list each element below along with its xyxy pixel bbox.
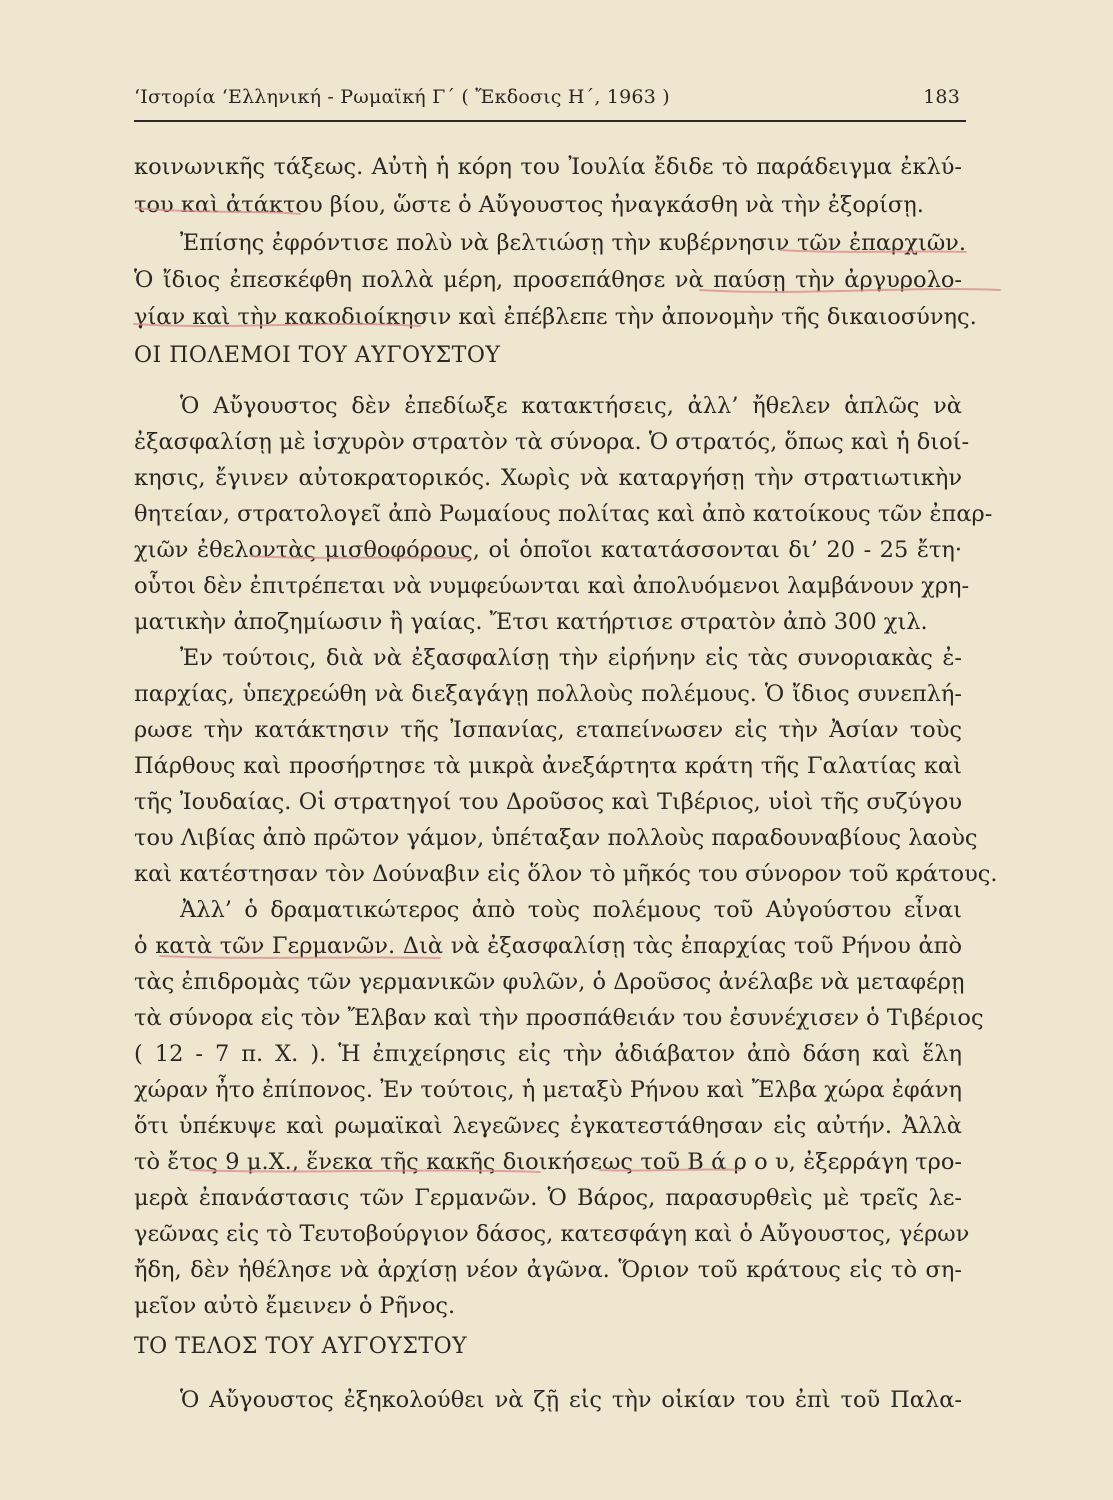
running-header — [134, 86, 964, 116]
text-line: τὸ ἔτος 9 μ.Χ., ἕνεκα τῆς κακῆς διοικήσεως τοῦ Β ά ρ ο υ, ἐξερράγη τρο- — [134, 1149, 962, 1175]
header-rule — [134, 120, 966, 122]
text-line: ματικὴν ἀποζημίωσιν ἢ γαίας. Ἔτσι κατήρτισε στρατὸν ἀπὸ 300 χιλ. — [134, 609, 928, 635]
text-line: τὰ σύνορα εἰς τὸν Ἔλβαν καὶ τὴν προσπάθειάν του ἐσυνέχισεν ὁ Τιβέριος — [134, 1005, 984, 1031]
text-line: Πάρθους καὶ προσήρτησε τὰ μικρὰ ἀνεξάρτητα κράτη τῆς Γαλατίας καὶ — [134, 753, 962, 779]
text-line: τὰς ἐπιδρομὰς τῶν γερμανικῶν φυλῶν, ὁ Δροῦσος ἀνέλαβε νὰ μεταφέρῃ — [134, 969, 965, 995]
text-line: Ἐν τούτοις, διὰ νὰ ἐξασφαλίσῃ τὴν εἰρήνην εἰς τὰς συνοριακὰς ἐ- — [180, 645, 962, 671]
text-line: θητείαν, στρατολογεῖ ἀπὸ Ρωμαίους πολίτας καὶ ἀπὸ κατοίκους τῶν ἐπαρ- — [134, 501, 993, 527]
text-line: Ὁ Αὔγουστος ἐξηκολούθει νὰ ζῇ εἰς τὴν οἰκίαν του ἐπὶ τοῦ Παλα- — [180, 1387, 962, 1413]
text-line: Ἀλλ’ ὁ δραματικώτερος ἀπὸ τοὺς πολέμους τοῦ Αὐγούστου εἶναι — [180, 897, 962, 923]
text-line: χώραν ἦτο ἐπίπονος. Ἐν τούτοις, ἡ μεταξὺ Ρήνου καὶ Ἔλβα χώρα ἐφάνη — [134, 1077, 962, 1103]
text-line: γίαν καὶ τὴν κακοδιοίκησιν καὶ ἐπέβλεπε τὴν ἀπονομὴν τῆς δικαιοσύνης. — [134, 304, 977, 330]
text-line: ὅτι ὑπέκυψε καὶ ρωμαϊκαὶ λεγεῶνες ἐγκατεστάθησαν εἰς αὐτήν. Ἀλλὰ — [134, 1113, 962, 1139]
page-number: 183 — [923, 86, 960, 108]
text-line: ἐξασφαλίσῃ μὲ ἰσχυρὸν στρατὸν τὰ σύνορα. Ὁ στρατός, ὅπως καὶ ἡ διοί- — [134, 429, 970, 455]
text-line: τῆς Ἰουδαίας. Οἱ στρατηγοί του Δροῦσος καὶ Τιβέριος, υἱοὶ τῆς συζύγου — [134, 789, 962, 815]
text-line: Ὁ ἴδιος ἐπεσκέφθη πολλὰ μέρη, προσεπάθησε νὰ παύσῃ τὴν ἀργυρολο- — [134, 267, 962, 293]
text-line: καὶ κατέστησαν τὸν Δούναβιν εἰς ὅλον τὸ μῆκός του σύνορον τοῦ κράτους. — [134, 861, 998, 887]
text-line: κησις, ἔγινεν αὐτοκρατορικός. Χωρὶς νὰ καταργήσῃ τὴν στρατιωτικὴν — [134, 465, 962, 491]
text-line: Ὁ Αὔγουστος δὲν ἐπεδίωξε κατακτήσεις, ἀλλ’ ἤθελεν ἁπλῶς νὰ — [180, 393, 962, 419]
text-line: ρωσε τὴν κατάκτησιν τῆς Ἰσπανίας, εταπείνωσεν εἰς τὴν Ἀσίαν τοὺς — [134, 717, 962, 743]
text-line: κοινωνικῆς τάξεως. Αὐτὴ ἡ κόρη του Ἰουλία ἔδιδε τὸ παράδειγμα ἐκλύ- — [134, 154, 962, 180]
text-line: γεῶνας εἰς τὸ Τευτοβούργιον δάσος, κατεσφάγη καὶ ὁ Αὔγουστος, γέρων — [134, 1221, 970, 1247]
text-line: του καὶ ἀτάκτου βίου, ὥστε ὁ Αὔγουστος ἠναγκάσθη νὰ τὴν ἐξορίσῃ. — [134, 192, 924, 218]
text-line: ( 12 - 7 π. Χ. ). Ἡ ἐπιχείρησις εἰς τὴν ἀδιάβατον ἀπὸ δάση καὶ ἕλη — [134, 1041, 962, 1067]
text-line: μερὰ ἐπανάστασις τῶν Γερμανῶν. Ὁ Βάρος, παρασυρθεὶς μὲ τρεῖς λε- — [134, 1185, 962, 1211]
text-line: ἤδη, δὲν ἠθέλησε νὰ ἀρχίσῃ νέον ἀγῶνα. Ὅριον τοῦ κράτους εἰς τὸ ση- — [134, 1257, 962, 1283]
header-title: ‘Ιστορία ‘Ελληνική - Ρωμαϊκή Γ΄ ( Ἔκδοσις Η΄, 1963 ) — [134, 86, 670, 108]
text-line: του Λιβίας ἀπὸ πρῶτον γάμον, ὑπέταξαν πολλοὺς παραδουναβίους λαοὺς — [134, 825, 978, 851]
text-line: χιῶν ἐθελοντὰς μισθοφόρους, οἱ ὁποῖοι κατατάσσονται δι’ 20 - 25 ἔτη· — [134, 537, 962, 563]
section-heading: ΟΙ ΠΟΛΕΜΟΙ ΤΟΥ ΑΥΓΟΥΣΤΟΥ — [134, 343, 501, 368]
section-heading: ΤΟ ΤΕΛΟΣ ΤΟΥ ΑΥΓΟΥΣΤΟΥ — [134, 1334, 468, 1359]
text-line: ὁ κατὰ τῶν Γερμανῶν. Διὰ νὰ ἐξασφαλίσῃ τὰς ἐπαρχίας τοῦ Ρήνου ἀπὸ — [134, 933, 962, 959]
text-line: Ἐπίσης ἐφρόντισε πολὺ νὰ βελτιώσῃ τὴν κυβέρνησιν τῶν ἐπαρχιῶν. — [180, 230, 966, 256]
text-line: μεῖον αὐτὸ ἔμεινεν ὁ Ρῆνος. — [134, 1293, 456, 1319]
text-line: παρχίας, ὑπεχρεώθη νὰ διεξαγάγῃ πολλοὺς πολέμους. Ὁ ἴδιος συνεπλή- — [134, 681, 962, 707]
text-line: οὗτοι δὲν ἐπιτρέπεται νὰ νυμφεύωνται καὶ ἀπολυόμενοι λαμβάνουν χρη- — [134, 573, 970, 599]
